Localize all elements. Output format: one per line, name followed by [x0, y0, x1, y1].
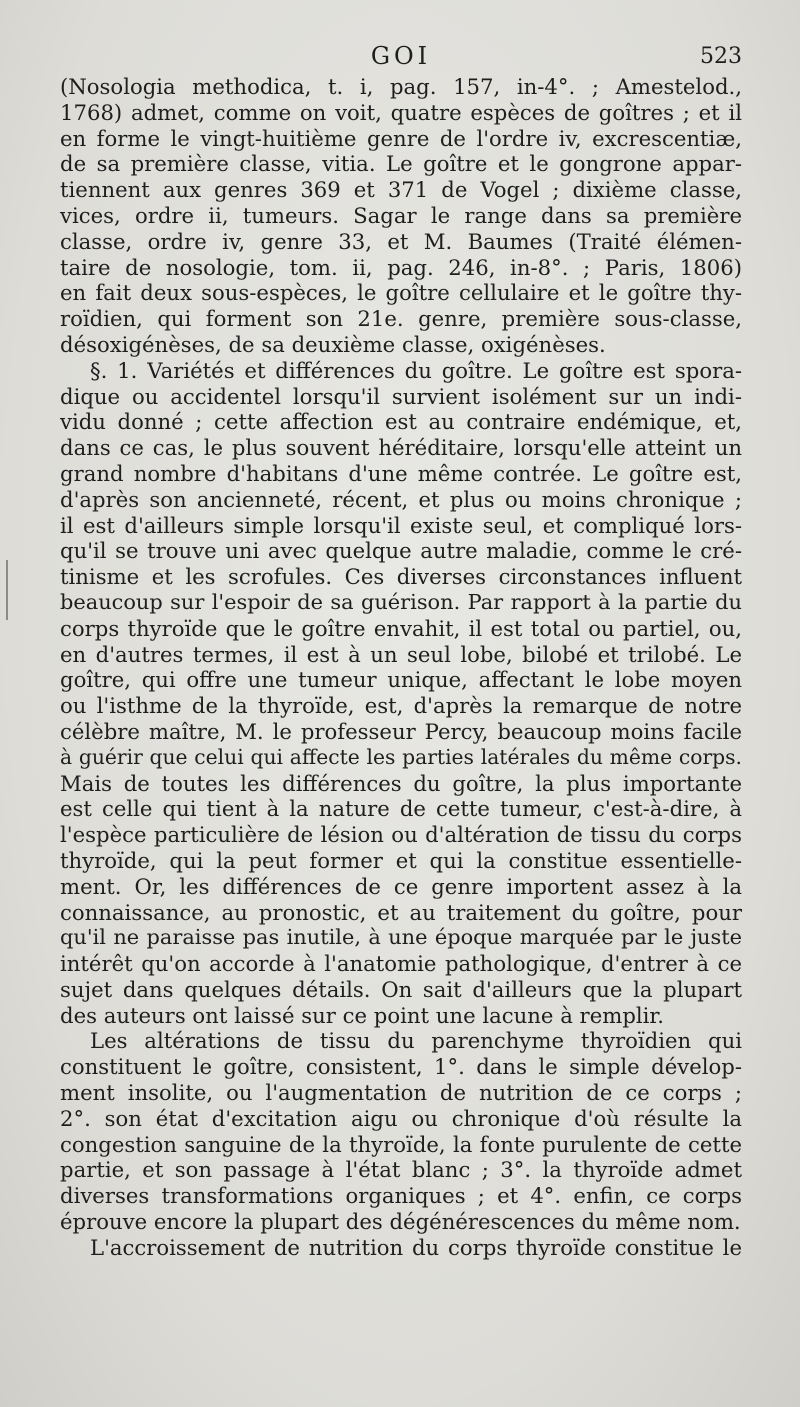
text-line: il est d'ailleurs simple lorsqu'il existe seul, et compliqué lors- [60, 512, 742, 538]
running-head: GOI [370, 42, 432, 70]
text-line: thyroïde, qui la peut former et qui la constitue essentielle- [60, 847, 742, 873]
text-line: corps thyroïde que le goître envahit, il est total ou partiel, ou, [60, 615, 742, 641]
text-line: partie, et son passage à l'état blanc ; 3°. la thyroïde admet [60, 1157, 742, 1183]
text-line: classe, ordre iv, genre 33, et M. Baumes (Traité élémen- [60, 228, 742, 254]
text-line: Mais de toutes les différences du goître, la plus importante [60, 770, 742, 796]
text-line: (Nosologia methodica, t. i, pag. 157, in-4°. ; Amestelod., [60, 74, 742, 99]
text-line: taire de nosologie, tom. ii, pag. 246, in-8°. ; Paris, 1806) [60, 254, 742, 280]
text-line: connaissance, au pronostic, et au traitement du goître, pour [60, 899, 742, 925]
text-line: en fait deux sous-espèces, le goître cellulaire et le goître thy- [60, 280, 742, 306]
page-header [60, 40, 742, 76]
text-line: congestion sanguine de la thyroïde, la fonte purulente de cette [60, 1131, 742, 1157]
text-line: qu'il ne paraisse pas inutile, à une époque marquée par le juste [60, 925, 742, 950]
text-line: 2°. son état d'excitation aigu ou chronique d'où résulte la [60, 1105, 742, 1131]
paragraph-alterations [60, 1028, 742, 1234]
text-line: L'accroissement de nutrition du corps thyroïde constitue le [90, 1234, 742, 1260]
paragraph-classification [60, 74, 742, 358]
text-line: constituent le goître, consistent, 1°. dans le simple dévelop- [60, 1054, 742, 1080]
text-line: dans ce cas, le plus souvent héréditaire, lorsqu'elle atteint un [60, 435, 742, 461]
text-line: vidu donné ; cette affection est au contraire endémique, et, [60, 409, 742, 435]
text-line: en forme le vingt-huitième genre de l'ordre iv, excrescentiæ, [60, 125, 742, 151]
text-line: beaucoup sur l'espoir de sa guérison. Par rapport à la partie du [60, 589, 742, 614]
text-line: vices, ordre ii, tumeurs. Sagar le range dans sa première [60, 202, 742, 228]
text-line: dique ou accidentel lorsqu'il survient isolément sur un indi- [60, 383, 742, 409]
text-line: sujet dans quelques détails. On sait d'ailleurs que la plupart [60, 976, 742, 1002]
margin-mark [6, 560, 8, 620]
text-line: roïdien, qui forment son 21e. genre, première sous-classe, [60, 306, 742, 332]
text-line: l'espèce particulière de lésion ou d'altération de tissu du corps [60, 822, 742, 848]
text-line: en d'autres termes, il est à un seul lobe, bilobé et trilobé. Le [60, 641, 742, 667]
text-line: goître, qui offre une tumeur unique, affectant le lobe moyen [60, 667, 742, 693]
page-number: 523 [700, 44, 742, 69]
text-line: ment insolite, ou l'augmentation de nutrition de ce corps ; [60, 1080, 742, 1106]
text-line: Les altérations de tissu du parenchyme thyroïdien qui [90, 1028, 742, 1054]
text-line: qu'il se trouve uni avec quelque autre maladie, comme le cré- [60, 538, 742, 564]
text-line: ou l'isthme de la thyroïde, est, d'après la remarque de notre [60, 693, 742, 719]
text-line: éprouve encore la plupart des dégénérescences du même nom. [60, 1209, 741, 1235]
paragraph-varietes [60, 358, 742, 1029]
text-line: de sa première classe, vitia. Le goître et le gongrone appar- [60, 151, 742, 177]
text-line: diverses transformations organiques ; et 4°. enfin, ce corps [60, 1183, 742, 1209]
text-line: célèbre maître, M. le professeur Percy, beaucoup moins facile [60, 718, 742, 744]
text-line: 1768) admet, comme on voit, quatre espèces de goîtres ; et il [60, 99, 742, 125]
text-line: est celle qui tient à la nature de cette tumeur, c'est-à-dire, à [60, 796, 742, 822]
body-text [60, 74, 742, 1261]
text-line: ment. Or, les différences de ce genre importent assez à la [60, 873, 742, 899]
section-heading-line: §. 1. Variétés et différences du goître. Le goître est spora- [90, 357, 742, 383]
text-line: tinisme et les scrofules. Ces diverses circonstances influent [60, 564, 742, 590]
text-line: des auteurs ont laissé sur ce point une lacune à remplir. [60, 1002, 664, 1028]
paragraph-accroissement [60, 1235, 742, 1261]
text-line: intérêt qu'on accorde à l'anatomie pathologique, d'entrer à ce [60, 951, 742, 977]
text-line: à guérir que celui qui affecte les parties latérales du même corps. [60, 744, 742, 769]
text-line: grand nombre d'habitans d'une même contrée. Le goître est, [60, 460, 742, 486]
text-line: d'après son ancienneté, récent, et plus ou moins chronique ; [60, 486, 742, 512]
text-line: tiennent aux genres 369 et 371 de Vogel ; dixième classe, [60, 177, 742, 203]
text-line: désoxigénèses, de sa deuxième classe, oxigénèses. [60, 331, 606, 357]
